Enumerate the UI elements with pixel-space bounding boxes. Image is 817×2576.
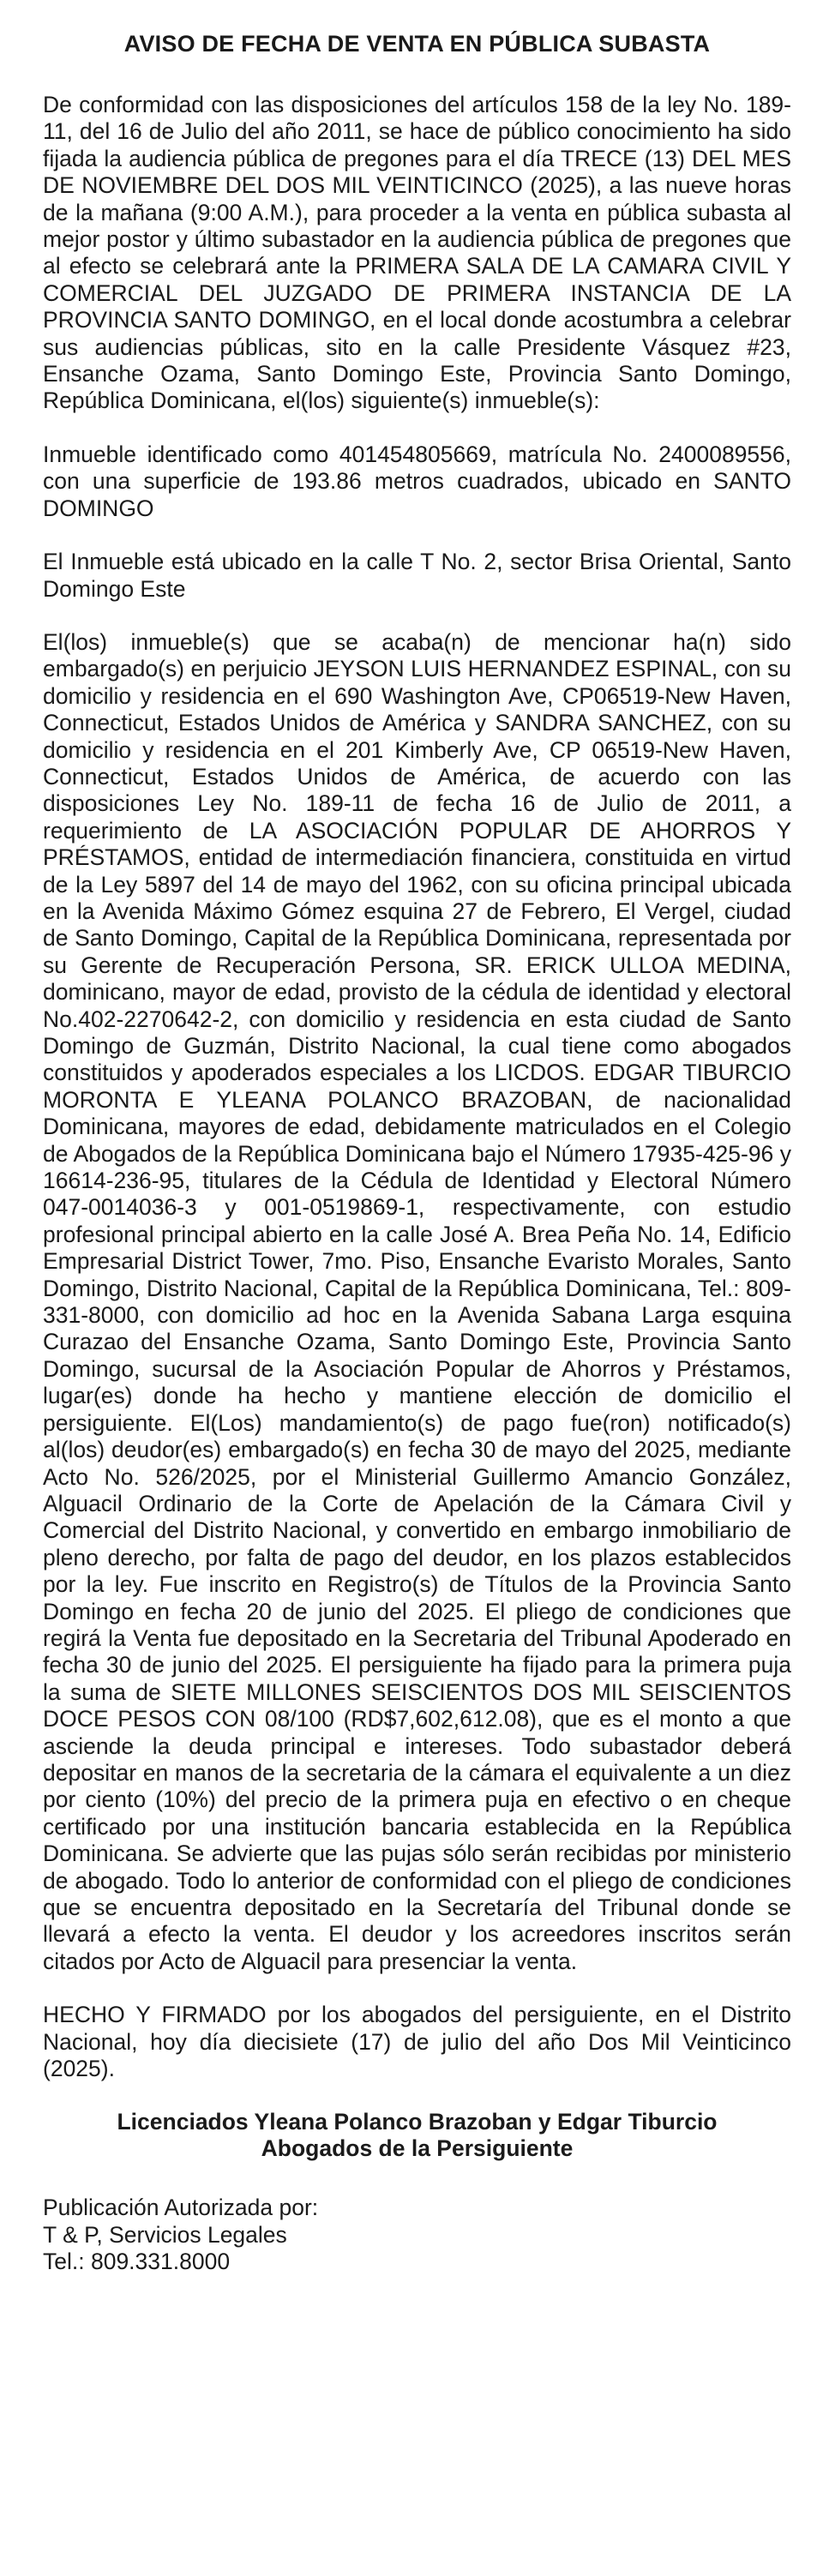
paragraph-property-identification: Inmueble identificado como 401454805669, matrícula No. 2400089556, con una superficie de 193.86 metros cuadrados, ubicado en SANTO DOMINGO <box>43 441 791 521</box>
signature-role: Abogados de la Persiguiente <box>261 2135 574 2162</box>
paragraph-signed-statement: HECHO Y FIRMADO por los abogados del persiguiente, en el Distrito Nacional, hoy día diecisiete (17) de julio del año Dos Mil Veinticinco (2025). <box>43 2002 791 2082</box>
notice-title: AVISO DE FECHA DE VENTA EN PÚBLICA SUBASTA <box>123 31 711 57</box>
paragraph-auction-announcement: De conformidad con las disposiciones del artículos 158 de la ley No. 189-11, del 16 de Julio del año 2011, se hace de público conocimiento ha sido fijada la audiencia pública de pregones para el día TRECE (13) DEL MES DE NOVIEMBRE DEL DOS MIL VEINTICINCO (2025), a las nueve horas de la mañana (9:00 A.M.), para proceder a la venta en pública subasta al mejor postor y último subastador en la audiencia pública de pregones que al efecto se celebrará ante la PRIMERA SALA DE LA CAMARA CIVIL Y COMERCIAL DEL JUZGADO DE PRIMERA INSTANCIA DE LA PROVINCIA SANTO DOMINGO, en el local donde acostumbra a celebrar sus audiencias públicas, sito en la calle Presidente Vásquez #23, Ensanche Ozama, Santo Domingo Este, Provincia Santo Domingo, República Dominicana, el(los) siguiente(s) inmueble(s): <box>43 92 791 414</box>
paragraph-seizure-details: El(los) inmueble(s) que se acaba(n) de mencionar ha(n) sido embargado(s) en perjuicio JEYSON LUIS HERNANDEZ ESPINAL, con su domicilio y residencia en el 690 Washington Ave, CP06519-New Haven, Connecticut, Estados Unidos de América y SANDRA SANCHEZ, con su domicilio y residencia en el 201 Kimberly Ave, CP 06519-New Haven, Connecticut, Estados Unidos de América, de acuerdo con las disposiciones Ley No. 189-11 de fecha 16 de Julio de 2011, a requerimiento de LA ASOCIACIÓN POPULAR DE AHORROS Y PRÉSTAMOS, entidad de intermediación financiera, constituida en virtud de la Ley 5897 del 14 de mayo del 1962, con su oficina principal ubicada en la Avenida Máximo Gómez esquina 27 de Febrero, El Vergel, ciudad de Santo Domingo, Capital de la República Dominicana, representada por su Gerente de Recuperación Persona, SR. ERICK ULLOA MEDINA, dominicano, mayor de edad, provisto de la cédula de identidad y electoral No.402-2270642-2, con domicilio y residencia en esta ciudad de Santo Domingo de Guzmán, Distrito Nacional, la cual tiene como abogados constituidos y apoderados especiales a los LICDOS. EDGAR TIBURCIO MORONTA E YLEANA POLANCO BRAZOBAN, de nacionalidad Dominicana, mayores de edad, debidamente matriculados en el Colegio de Abogados de la República Dominicana bajo el Número 17935-425-96 y 16614-236-95, titulares de la Cédula de Identidad y Electoral Número 047-0014036-3 y 001-0519869-1, respectivamente, con estudio profesional principal abierto en la calle José A. Brea Peña No. 14, Edificio Empresarial District Tower, 7mo. Piso, Ensanche Evaristo Morales, Santo Domingo, Distrito Nacional, Capital de la República Dominicana, Tel.: 809-331-8000, con domicilio ad hoc en la Avenida Sabana Larga esquina Curazao del Ensanche Ozama, Santo Domingo Este, Provincia Santo Domingo, sucursal de la Asociación Popular de Ahorros y Préstamos, lugar(es) donde ha hecho y mantiene elección de domicilio el persiguiente. El(Los) mandamiento(s) de pago fue(ron) notificado(s) al(los) deudor(es) embargado(s) en fecha 30 de mayo del 2025, mediante Acto No. 526/2025, por el Ministerial Guillermo Amancio González, Alguacil Ordinario de la Corte de Apelación de la Cámara Civil y Comercial del Distrito Nacional, y convertido en embargo inmobiliario de pleno derecho, por falta de pago del deudor, en los plazos establecidos por la ley. Fue inscrito en Registro(s) de Títulos de la Provincia Santo Domingo en fecha 20 de junio del 2025. El pliego de condiciones que regirá la Venta fue depositado en la Secretaria del Tribunal Apoderado en fecha 30 de junio del 2025. El persiguiente ha fijado para la primera puja la suma de SIETE MILLONES SEISCIENTOS DOS MIL SEISCIENTOS DOCE PESOS CON 08/100 (RD$7,602,612.08), que es el monto a que asciende la deuda principal e intereses. Todo subastador deberá depositar en manos de la secretaria de la cámara el equivalente a un diez por ciento (10%) del precio de la primera puja en efectivo o en cheque certificado por una institución bancaria establecida en la República Dominicana. Se advierte que las pujas sólo serán recibidas por ministerio de abogado. Todo lo anterior de conformidad con el pliego de condiciones que se encuentra depositado en la Secretaría del Tribunal donde se llevará a efecto la venta. El deudor y los acreedores inscritos serán citados por Acto de Alguacil para presenciar la venta. <box>43 628 791 1974</box>
signature-lawyers: Licenciados Yleana Polanco Brazoban y Edgar Tiburcio <box>117 2109 718 2135</box>
signature-block <box>43 2109 791 2162</box>
footer-phone: Tel.: 809.331.8000 <box>43 2249 231 2275</box>
paragraph-property-location: El Inmueble está ubicado en la calle T No. 2, sector Brisa Oriental, Santo Domingo Este <box>43 549 791 602</box>
footer-authorized-by: Publicación Autorizada por: <box>43 2195 319 2221</box>
publication-footer <box>43 2195 791 2275</box>
footer-company: T & P, Servicios Legales <box>43 2221 287 2248</box>
